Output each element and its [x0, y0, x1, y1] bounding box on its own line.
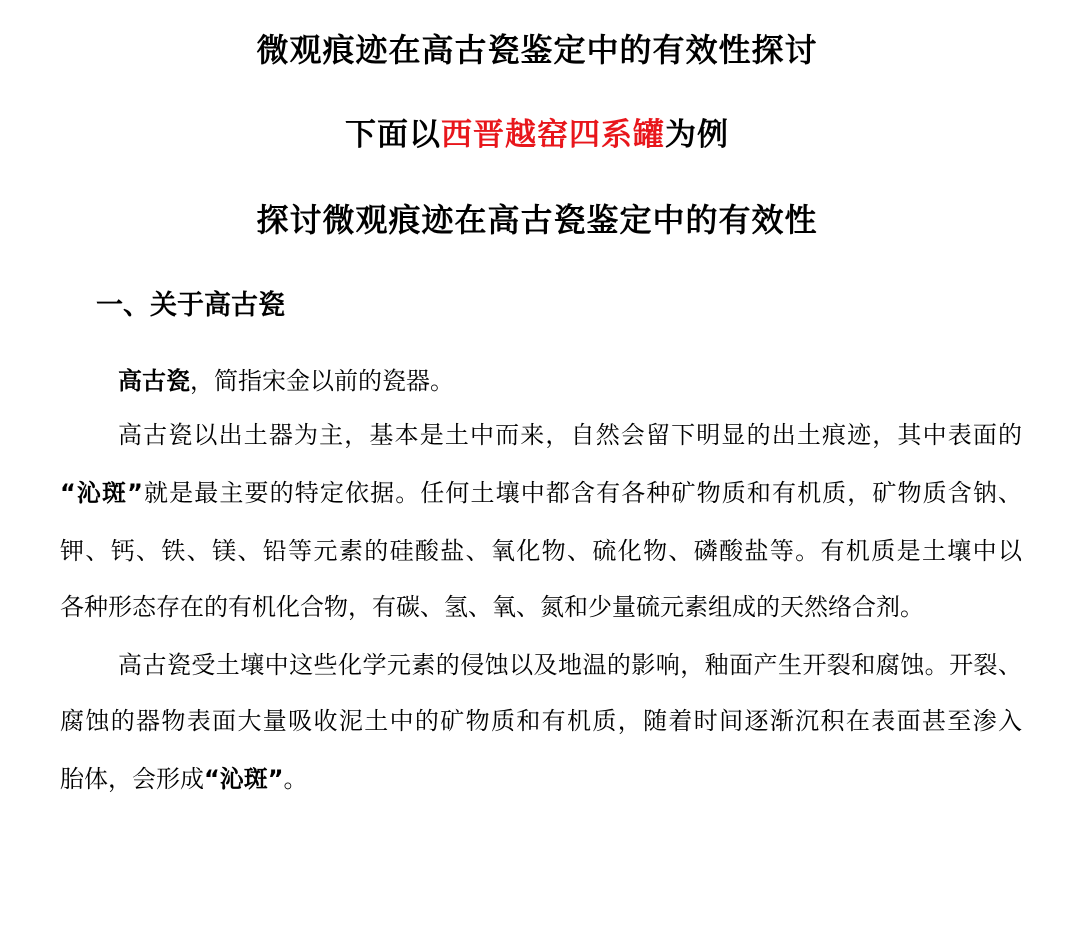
- paragraph-2-line-1: 高古瓷以出土器为主，基本是土中而来，自然会留下明显的出土痕迹，其中表面的: [118, 421, 1022, 449]
- paragraph-2-line-4: 各种形态存在的有机化合物，有碳、氢、氧、氮和少量硫元素组成的天然络合剂。: [60, 593, 924, 621]
- paragraph-2-line-2-text: 就是最主要的特定依据。任何土壤中都含有各种矿物质和有机质，矿物质含钠、: [142, 479, 1023, 507]
- paragraph-2-line-2: [60, 476, 1022, 510]
- qinban-term: “沁斑”: [60, 479, 143, 507]
- main-title: 微观痕迹在高古瓷鉴定中的有效性探讨: [256, 31, 818, 69]
- paragraph-3-line-2: 腐蚀的器物表面大量吸收泥土中的矿物质和有机质，随着时间逐渐沉积在表面甚至渗入: [60, 707, 1022, 735]
- paragraph-3-line-1: 高古瓷受土壤中这些化学元素的侵蚀以及地温的影响，釉面产生开裂和腐蚀。开裂、: [118, 651, 1022, 679]
- paragraph-1-text: ，简指宋金以前的瓷器。: [190, 367, 454, 395]
- paragraph-2-line-3: 钾、钙、铁、镁、铅等元素的硅酸盐、氧化物、硫化物、磷酸盐等。有机质是土壤中以: [60, 537, 1022, 565]
- term-bold: 高古瓷: [118, 367, 190, 395]
- paragraph-3-line-3-suffix: 。: [283, 765, 308, 793]
- subtitle: [0, 115, 1074, 155]
- qinban-term-2: “沁斑”: [204, 765, 284, 793]
- paragraph-3-line-3-prefix: 胎体，会形成: [60, 765, 204, 793]
- section-heading: 一、关于高古瓷: [96, 290, 285, 321]
- paragraph-1: [118, 364, 454, 398]
- subtitle-highlight: 西晋越窑四系罐: [441, 117, 665, 153]
- subtitle-prefix: 下面以: [345, 117, 441, 153]
- paragraph-3-line-3: [60, 762, 308, 796]
- third-title: 探讨微观痕迹在高古瓷鉴定中的有效性: [256, 201, 818, 239]
- subtitle-suffix: 为例: [665, 117, 729, 153]
